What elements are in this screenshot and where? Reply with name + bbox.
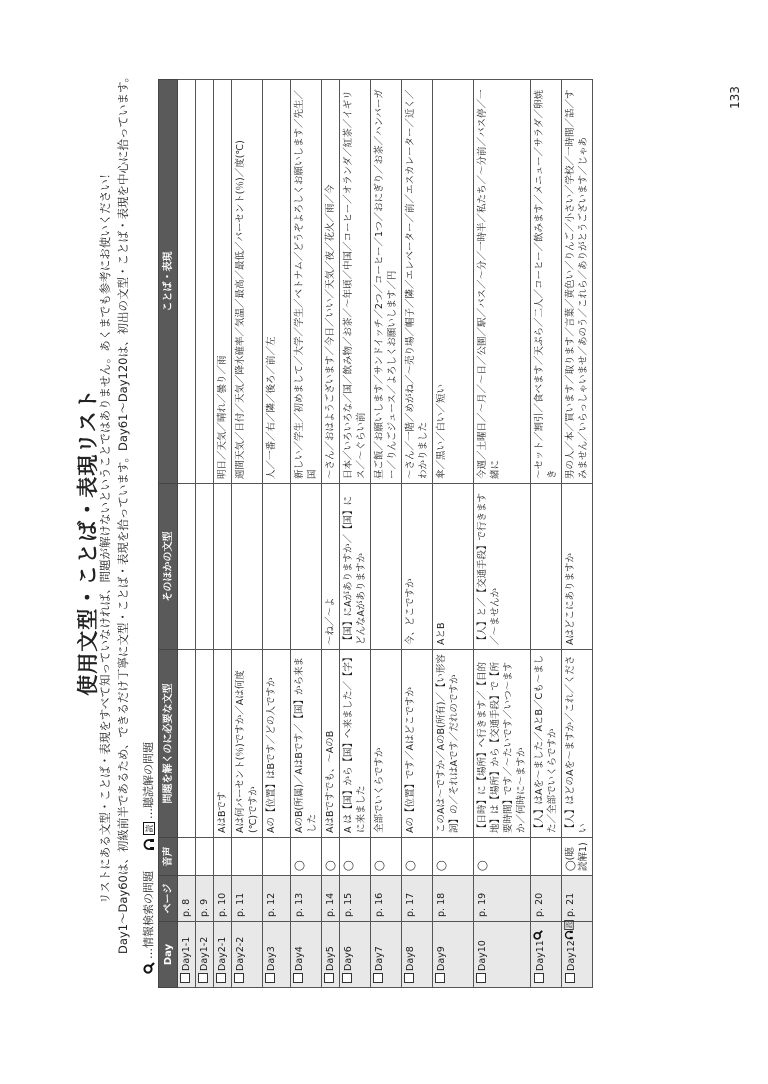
table-header-row (159, 80, 178, 988)
words-cell: 今週／土曜日／～月／～日／公園／駅／バス／～分／一時半／私たち／～分前／バス停／一緒に (474, 80, 531, 484)
legend-search-label: …情報検索の問題 (142, 871, 155, 959)
other-cell (178, 484, 196, 650)
words-cell: 傘／黒い／白い／短い (433, 80, 474, 484)
other-cell (232, 484, 263, 650)
table-row (474, 80, 531, 988)
other-cell (196, 484, 214, 650)
other-cell: Aはどこにありますか (562, 484, 593, 650)
words-cell (178, 80, 196, 484)
other-cell: AとB (433, 484, 474, 650)
checkbox-icon[interactable] (216, 973, 226, 983)
day-label: Day9 (436, 946, 447, 971)
audio-cell: ◯ (340, 838, 371, 876)
checkbox-icon[interactable] (476, 973, 486, 983)
day-label: Day2-2 (235, 936, 246, 971)
intro-text (96, 70, 132, 954)
page-cell: p. 18 (433, 876, 474, 922)
checkbox-icon[interactable] (534, 973, 544, 983)
expression-table (158, 79, 593, 988)
words-cell: 日本／いろいろな／国／飲み物／お茶／～年頃／中国／コーヒー／オランダ／紅茶／イギリス／～ぐらい前 (340, 80, 371, 484)
audio-cell (196, 838, 214, 876)
grammar-cell: このAは～ですか／AのB(所有)／【い形容詞】の／それはAです／だれのですか (433, 650, 474, 838)
table-row (263, 80, 291, 988)
reading-icon (566, 920, 577, 930)
other-cell: 【人】と／【交通手段】で行きます／～ませんか (474, 484, 531, 650)
checkbox-icon[interactable] (234, 973, 244, 983)
day-label: Day1-1 (181, 936, 192, 971)
day-cell (263, 922, 291, 988)
header-other: そのほかの文型 (159, 484, 178, 650)
page-title: 使用文型・ことば・表現リスト (76, 388, 100, 696)
page-cell: p. 12 (263, 876, 291, 922)
table-row (232, 80, 263, 988)
other-cell (291, 484, 322, 650)
intro-line-1: リストにある文型・ことば・表現をすべて知っていなければ、問題が解けないということではありません。あくまでも参考にお使いください！ (98, 167, 112, 904)
table-row (178, 80, 196, 988)
other-cell: 【国】にAがありますか／【国】にどんなAがありますか (340, 484, 371, 650)
page-cell: p. 19 (474, 876, 531, 922)
day-cell (214, 922, 232, 988)
checkbox-icon[interactable] (180, 973, 190, 983)
audio-cell (263, 838, 291, 876)
table-row (531, 80, 562, 988)
day-label: Day11 (535, 940, 546, 971)
words-cell: ～セット／割引／食べます／天ぷら／二人／コーヒー／飲みます／メニュー／サラダ／卵焼き (531, 80, 562, 484)
audio-cell: ◯ (402, 838, 433, 876)
day-cell (562, 922, 593, 988)
page-cell: p. 21 (562, 876, 593, 922)
day-label: Day1-2 (199, 936, 210, 971)
checkbox-icon[interactable] (373, 973, 383, 983)
page-number: 133 (728, 86, 742, 109)
checkbox-icon[interactable] (404, 973, 414, 983)
headphone-icon (142, 838, 155, 851)
legend-listen-label: …聴読解の問題 (142, 742, 155, 819)
day-cell (402, 922, 433, 988)
audio-cell: ◯ (291, 838, 322, 876)
words-cell: ～さん／おはようございます／今日／いい／天気／夜／花火／雨／今 (322, 80, 340, 484)
header-grammar: 問題を解くのに必要な文型 (159, 650, 178, 838)
audio-cell: ◯ (371, 838, 402, 876)
day-cell (371, 922, 402, 988)
words-cell: 男の人／本／買います／取ります／言葉／黄色い／りんご／小さい／学校／一時間／話／すみません／いらっしゃいませ／あのう／これら／ありがとうございます／じゃあ (562, 80, 593, 484)
table-row (433, 80, 474, 988)
day-cell (178, 922, 196, 988)
table-row (562, 80, 593, 988)
audio-cell: ◯(聴読解1) (562, 838, 593, 876)
header-page: ページ (159, 876, 178, 922)
table-row (196, 80, 214, 988)
audio-cell (214, 838, 232, 876)
grammar-cell: A は【国】から【国】へ来ました／【字】に来ました (340, 650, 371, 838)
checkbox-icon[interactable] (435, 973, 445, 983)
day-cell (232, 922, 263, 988)
table-row (214, 80, 232, 988)
other-cell (531, 484, 562, 650)
reading-icon (142, 822, 155, 835)
grammar-cell: Aは何パーセント(％)ですか／Aは何度(℃)ですか (232, 650, 263, 838)
grammar-cell: 全部でいくらですか (371, 650, 402, 838)
day-label: Day7 (374, 946, 385, 971)
words-cell: 人／一番／右／隣／後ろ／前／左 (263, 80, 291, 484)
checkbox-icon[interactable] (198, 973, 208, 983)
day-cell (322, 922, 340, 988)
day-cell (340, 922, 371, 988)
grammar-cell: AはBですでも、～AのB (322, 650, 340, 838)
intro-line-2: Day1～Day60は、初級前半であるため、できるだけ丁寧に文型・ことば・表現を拾っています。Day61～Day120は、初出の文型・ことば・表現を中心に拾っています。 (116, 70, 130, 954)
page-cell: p. 14 (322, 876, 340, 922)
checkbox-icon[interactable] (324, 973, 334, 983)
page-cell: p. 17 (402, 876, 433, 922)
day-label: Day2-1 (217, 936, 228, 971)
page-cell: p. 9 (196, 876, 214, 922)
checkbox-icon[interactable] (293, 973, 303, 983)
day-label: Day5 (325, 946, 336, 971)
day-cell (196, 922, 214, 988)
table-row (322, 80, 340, 988)
day-label: Day6 (343, 946, 354, 971)
day-cell (291, 922, 322, 988)
day-label: Day10 (477, 940, 488, 971)
page-cell: p. 20 (531, 876, 562, 922)
audio-cell (531, 838, 562, 876)
grammar-cell (196, 650, 214, 838)
legend (140, 742, 156, 974)
grammar-cell: 【日時】に【場所】へ行きます／【目的地】は【場所】から【交通手段】で【所要時間】です／～たいです／いつ～ますか／何時に～ますか (474, 650, 531, 838)
grammar-cell: 【人】はAを～ました／AとB／Cも～ました／全部でいくらですか (531, 650, 562, 838)
headphone-icon (566, 930, 577, 940)
checkbox-icon[interactable] (265, 973, 275, 983)
words-cell: 明日／天気／晴れ／曇り／雨 (214, 80, 232, 484)
other-cell: 今、どこですか (402, 484, 433, 650)
checkbox-icon[interactable] (565, 973, 575, 983)
words-cell: ～さん／一階／めがね／～売り場／帽子／隣／エレベーター／前／エスカレーター／近く／わかりました (402, 80, 433, 484)
search-icon (142, 962, 155, 974)
audio-cell (232, 838, 263, 876)
grammar-cell: Aの【位置】です／Aはどこですか (402, 650, 433, 838)
day-cell (531, 922, 562, 988)
svg-text:読: 読 (566, 922, 574, 929)
words-cell: 週間天気／日付／天気／降水確率／気温／最高／最低／パーセント(％)／度(℃) (232, 80, 263, 484)
header-day: Day (159, 922, 178, 988)
audio-cell: ◯ (322, 838, 340, 876)
day-label: Day8 (405, 946, 416, 971)
day-label: Day4 (294, 946, 305, 971)
header-audio: 音声 (159, 838, 178, 876)
other-cell (214, 484, 232, 650)
page-cell: p. 13 (291, 876, 322, 922)
grammar-cell (178, 650, 196, 838)
day-cell (474, 922, 531, 988)
header-words: ことば・表現 (159, 80, 178, 484)
table-row (340, 80, 371, 988)
page-cell: p. 11 (232, 876, 263, 922)
audio-cell (178, 838, 196, 876)
words-cell: 新しい／学生／初めまして／大学／学生／ベトナム／どうぞよろしくお願いします／先生／国 (291, 80, 322, 484)
grammar-cell: Aの【位置】はBです／どの人ですか (263, 650, 291, 838)
page-cell: p. 8 (178, 876, 196, 922)
other-cell (371, 484, 402, 650)
search-icon (535, 930, 546, 940)
page-cell: p. 10 (214, 876, 232, 922)
day-cell (433, 922, 474, 988)
checkbox-icon[interactable] (342, 973, 352, 983)
day-label: Day3 (266, 946, 277, 971)
words-cell: 昼ご飯／お願いします／サンドイッチ／2つ／コーヒー／1つ／おにぎり／お茶／ハンバーガー／りんごジュース／よろしくお願いします／円 (371, 80, 402, 484)
grammar-cell: AのB(所属)／AはBです／【国】から来ました (291, 650, 322, 838)
other-cell (263, 484, 291, 650)
page-cell: p. 15 (340, 876, 371, 922)
day-label: Day12 (566, 940, 577, 971)
audio-cell: ◯ (433, 838, 474, 876)
page-cell: p. 16 (371, 876, 402, 922)
grammar-cell: AはBです (214, 650, 232, 838)
svg-text:読: 読 (144, 824, 154, 833)
words-cell (196, 80, 214, 484)
audio-cell: ◯ (474, 838, 531, 876)
table-row (402, 80, 433, 988)
table-row (291, 80, 322, 988)
table-row (371, 80, 402, 988)
other-cell: ～ね／～よ (322, 484, 340, 650)
grammar-cell: 【人】はどのAを～ますか／これ／ください (562, 650, 593, 838)
